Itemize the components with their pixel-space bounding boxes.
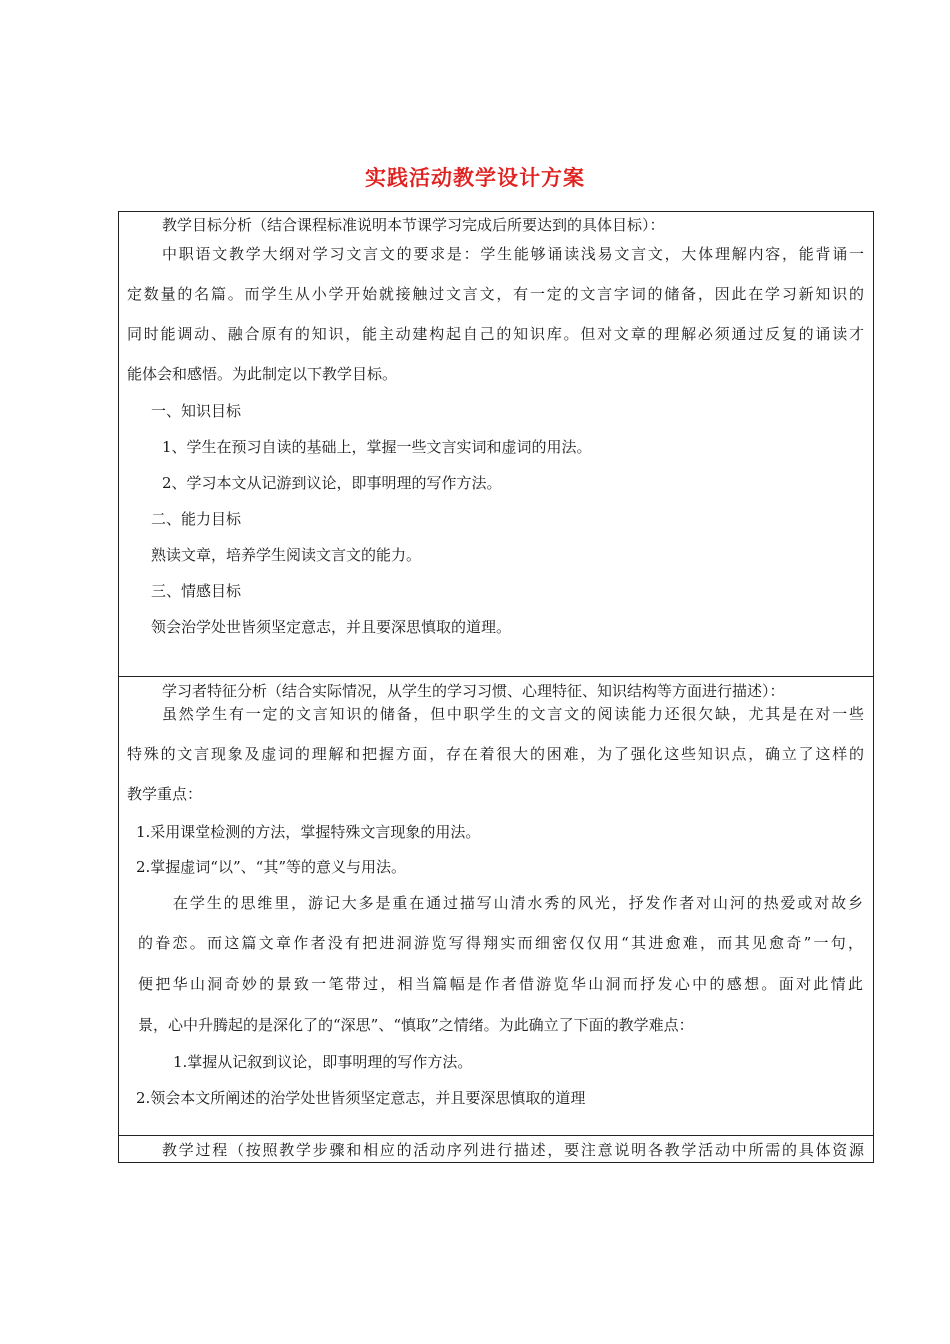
- emotion-goal-text: 领会治学处世皆须坚定意志，并且要深思慎取的道理。: [151, 618, 512, 636]
- section2-para2-line: 在学生的思维里，游记大多是重在通过描写山清水秀的风光，抒发作者对山河的热爱或对故乡: [173, 894, 863, 912]
- knowledge-goal-heading: 一、知识目标: [151, 402, 242, 420]
- section1-para-line: 同时能调动、融合原有的知识，能主动建构起自己的知识库。但对文章的理解必须通过反复的诵读才: [127, 325, 864, 343]
- key-point-item: 1.采用课堂检测的方法，掌握特殊文言现象的用法。: [136, 823, 481, 841]
- row-divider-2: [118, 1135, 874, 1136]
- section1-heading: 教学目标分析（结合课程标准说明本节课学习完成后所要达到的具体目标）：: [162, 216, 665, 234]
- section1-para-line: 中职语文教学大纲对学习文言文的要求是：学生能够诵读浅易文言文，大体理解内容，能背诵一: [162, 245, 864, 263]
- ability-goal-heading: 二、能力目标: [151, 510, 242, 528]
- difficult-point-item: 1.掌握从记叙到议论，即事明理的写作方法。: [173, 1053, 473, 1071]
- emotion-goal-heading: 三、情感目标: [151, 582, 242, 600]
- section2-para1-line: 教学重点：: [127, 785, 203, 803]
- section2-heading: 学习者特征分析（结合实际情况，从学生的学习习惯、心理特征、知识结构等方面进行描述）：: [162, 682, 785, 700]
- row-divider-1: [118, 676, 874, 677]
- section2-para2-line: 的眷恋。而这篇文章作者没有把进洞游览写得翔实而细密仅仅用“其进愈难，而其见愈奇”一句，: [138, 934, 863, 952]
- section3-heading: 教学过程（按照教学步骤和相应的活动序列进行描述，要注意说明各教学活动中所需的具体资源: [162, 1141, 864, 1159]
- section2-para1-line: 特殊的文言现象及虚词的理解和把握方面，存在着很大的困难，为了强化这些知识点，确立了这样的: [127, 745, 864, 763]
- section1-para-line: 能体会和感悟。为此制定以下教学目标。: [127, 365, 398, 383]
- section1-para-line: 定数量的名篇。而学生从小学开始就接触过文言文，有一定的文言字词的储备，因此在学习新知识的: [127, 285, 864, 303]
- section2-para1-line: 虽然学生有一定的文言知识的储备，但中职学生的文言文的阅读能力还很欠缺，尤其是在对一些: [162, 705, 864, 723]
- knowledge-goal-item: 2、学习本文从记游到议论，即事明理的写作方法。: [162, 474, 502, 492]
- knowledge-goal-item: 1、学生在预习自读的基础上，掌握一些文言实词和虚词的用法。: [162, 438, 592, 456]
- section2-para2-line: 景，心中升腾起的是深化了的“深思”、“慎取”之情绪。为此确立了下面的教学难点：: [138, 1016, 694, 1034]
- key-point-item: 2.掌握虚词“以”、“其”等的意义与用法。: [136, 858, 406, 876]
- ability-goal-text: 熟读文章，培养学生阅读文言文的能力。: [151, 546, 422, 564]
- document-title: 实践活动教学设计方案: [365, 166, 585, 190]
- section2-para2-line: 便把华山洞奇妙的景致一笔带过，相当篇幅是作者借游览华山洞而抒发心中的感想。面对此情此: [138, 975, 863, 993]
- difficult-point-item: 2.领会本文所阐述的治学处世皆须坚定意志，并且要深思慎取的道理: [136, 1089, 586, 1107]
